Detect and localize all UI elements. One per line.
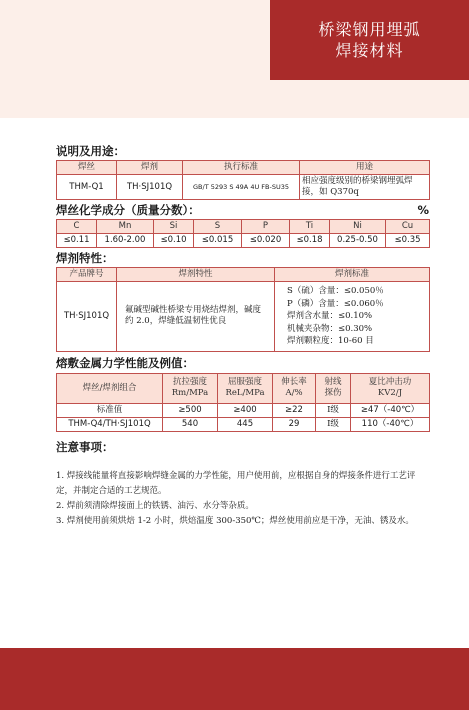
standard-item: S（硫）含量：≤0.050％	[287, 286, 384, 296]
header-cell: Ni	[330, 220, 386, 234]
header-cell: Ti	[290, 220, 330, 234]
cell: 110（-40℃）	[351, 417, 430, 431]
cell: 相应强度级别的桥梁钢埋弧焊接，如 Q370q	[300, 175, 430, 200]
cell: 29	[273, 417, 316, 431]
header-cell: 执行标准	[183, 161, 300, 175]
table-row	[57, 417, 430, 431]
header-cell: S	[194, 220, 242, 234]
header-cell: C	[57, 220, 97, 234]
header-cell: 焊剂	[117, 161, 183, 175]
cell: ≤0.18	[290, 234, 330, 248]
cell: ≥500	[163, 403, 218, 417]
header-unit: KV2/J	[377, 388, 403, 398]
cell: 氟碱型碱性桥梁专用烧结焊剂，碱度约 2.0，焊缝低温韧性优良	[117, 282, 275, 352]
header-unit: A/%	[285, 388, 303, 398]
header-cell: 焊剂特性	[117, 268, 275, 282]
title-line-2: 焊接材料	[335, 41, 404, 60]
cell: THM-Q1	[57, 175, 117, 200]
table-row	[57, 234, 430, 248]
chem-table	[56, 219, 430, 248]
standard-item: P（磷）含量：≤0.060％	[287, 298, 384, 309]
header-cell	[163, 373, 218, 403]
title-line-1: 桥梁钢用埋弧	[318, 20, 421, 39]
cell: ≤0.11	[57, 234, 97, 248]
chem-title-row	[56, 203, 429, 218]
header-unit: Rm/MPa	[171, 388, 209, 398]
header-cell: P	[242, 220, 290, 234]
header-label: 探伤	[324, 388, 342, 398]
header-cell: Mn	[97, 220, 154, 234]
cell: 540	[163, 417, 218, 431]
cell: TH·SJ101Q	[117, 175, 183, 200]
header-unit: ReL/MPa	[225, 388, 265, 398]
flux-title: 焊剂特性：	[56, 251, 114, 265]
cell: ≤0.35	[386, 234, 430, 248]
mech-table	[56, 373, 430, 432]
note-item: 1. 焊接线能量将直接影响焊缝金属的力学性能，用户使用前，应根据自身的焊接条件进行工艺评定，并制定合适的工艺规范。	[56, 470, 416, 496]
cell: 1.60-2.00	[97, 234, 154, 248]
header-label: 夏比冲击功	[368, 377, 412, 387]
header-label: 屈服强度	[227, 377, 262, 387]
table-header-row	[57, 220, 430, 234]
mech-title: 熔敷金属力学性能及例值：	[56, 355, 194, 370]
standard-item: 焊剂含水量：≤0.10%	[287, 311, 373, 321]
notes-title: 注意事项：	[56, 439, 114, 454]
table-row	[57, 403, 430, 417]
cell: ≤0.10	[154, 234, 194, 248]
cell: 标准值	[57, 403, 163, 417]
cell: ≥22	[273, 403, 316, 417]
note-item: 3. 焊剂使用前须烘焙 1-2 小时，烘焙温度 300-350℃；焊丝使用前应是干净，无油、锈及水。	[56, 515, 414, 526]
usage-table	[56, 160, 430, 200]
header-cell	[316, 373, 351, 403]
cell: Ⅰ级	[316, 417, 351, 431]
cell: 445	[218, 417, 273, 431]
header-cell: 用途	[300, 161, 430, 175]
table-row	[57, 282, 430, 352]
standard-item: 机械夹杂物：≤0.30%	[287, 323, 373, 334]
cell: ≥400	[218, 403, 273, 417]
header-label: 伸长率	[281, 377, 307, 387]
cell: TH·SJ101Q	[57, 282, 117, 352]
table-row	[57, 175, 430, 200]
header-cell: 焊剂标准	[275, 268, 430, 282]
header-cell: Cu	[386, 220, 430, 234]
table-header-row	[57, 373, 430, 403]
header-cell: 焊丝/焊剂组合	[57, 373, 163, 403]
cell: GB/T 5293 S 49A 4U FB-SU35	[183, 175, 300, 200]
header-label: 射线	[324, 377, 342, 387]
cell: THM-Q4/TH·SJ101Q	[57, 417, 163, 431]
table-header-row	[57, 268, 430, 282]
cell: ≤0.015	[194, 234, 242, 248]
header-cell: 焊丝	[57, 161, 117, 175]
footer-band	[0, 648, 469, 710]
flux-standards-cell	[275, 282, 430, 352]
header-cell	[273, 373, 316, 403]
header-cell	[218, 373, 273, 403]
cell: 0.25-0.50	[330, 234, 386, 248]
standard-item: 焊剂颗粒度：10-60 目	[287, 336, 374, 346]
header-cell: 产品牌号	[57, 268, 117, 282]
table-header-row	[57, 161, 430, 175]
header-cell: Si	[154, 220, 194, 234]
header-cell	[351, 373, 430, 403]
cell: ≤0.020	[242, 234, 290, 248]
note-item: 2. 焊前须清除焊接面上的铁锈、油污、水分等杂质。	[56, 500, 254, 511]
content	[56, 144, 429, 529]
chem-title: 焊丝化学成分（质量分数）：	[56, 203, 200, 217]
title-box	[270, 0, 469, 80]
notes-list	[56, 469, 429, 529]
flux-table	[56, 267, 430, 352]
chem-unit: %	[417, 203, 429, 217]
cell: ≥47（-40℃）	[351, 403, 430, 417]
usage-title: 说明及用途：	[56, 144, 125, 158]
header-label: 抗拉强度	[172, 377, 207, 387]
cell: Ⅰ级	[316, 403, 351, 417]
